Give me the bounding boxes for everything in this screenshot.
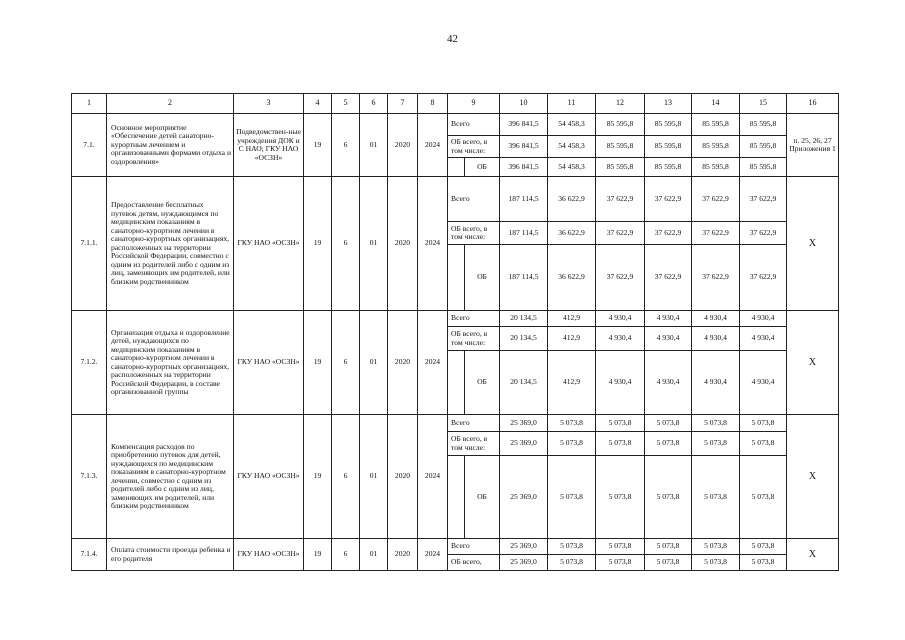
amount-cell: 85 595,8 xyxy=(692,136,740,158)
amount-cell: 5 073,8 xyxy=(596,539,645,555)
indent-spacer-cell xyxy=(448,158,465,177)
amount-cell: 4 930,4 xyxy=(596,351,645,415)
amount-cell: 396 841,5 xyxy=(500,136,548,158)
start-year-cell: 2020 xyxy=(388,114,418,177)
header-row xyxy=(72,94,839,114)
amount-cell: 37 622,9 xyxy=(596,245,645,311)
code-cell: 6 xyxy=(332,415,360,539)
end-year-cell: 2024 xyxy=(418,114,448,177)
amount-cell: 5 073,8 xyxy=(740,415,787,432)
code-cell: 6 xyxy=(332,539,360,571)
amount-cell: 5 073,8 xyxy=(548,415,596,432)
amount-cell: 4 930,4 xyxy=(740,327,787,351)
amount-cell: 36 622,9 xyxy=(548,177,596,222)
amount-cell: 5 073,8 xyxy=(740,539,787,555)
funding-source-cell: ОБ xyxy=(465,158,500,177)
table-row xyxy=(72,114,839,136)
funding-source-cell: ОБ xyxy=(465,245,500,311)
amount-cell: 5 073,8 xyxy=(692,415,740,432)
end-year-cell: 2024 xyxy=(418,311,448,415)
amount-cell: 36 622,9 xyxy=(548,245,596,311)
item-description-cell: Компенсация расходов по приобретению путевок для детей, нуждающихся по медицинским показаниям в санаторно-курортном лечении, совместно с одним из родителей либо с одним из лиц, заменяющих им родителей, или близким родственником xyxy=(107,415,234,539)
header-cell: 6 xyxy=(360,94,388,114)
item-number-cell: 7.1.4. xyxy=(72,539,107,571)
amount-cell: 4 930,4 xyxy=(692,327,740,351)
amount-cell: 54 458,3 xyxy=(548,136,596,158)
item-number-cell: 7.1. xyxy=(72,114,107,177)
code-cell: 01 xyxy=(360,539,388,571)
amount-cell: 4 930,4 xyxy=(645,311,692,327)
amount-cell: 85 595,8 xyxy=(740,158,787,177)
executor-cell: ГКУ НАО «ОСЗН» xyxy=(234,415,304,539)
amount-cell: 5 073,8 xyxy=(596,415,645,432)
funding-source-cell: ОБ xyxy=(465,351,500,415)
executor-cell: ГКУ НАО «ОСЗН» xyxy=(234,311,304,415)
amount-cell: 85 595,8 xyxy=(596,136,645,158)
header-cell: 2 xyxy=(107,94,234,114)
header-cell: 4 xyxy=(304,94,332,114)
funding-source-cell: ОБ xyxy=(465,456,500,539)
amount-cell: 396 841,5 xyxy=(500,114,548,136)
header-cell: 12 xyxy=(596,94,645,114)
funding-source-cell: ОБ всего, в том числе: xyxy=(448,222,500,245)
funding-source-cell: ОБ всего, в том числе: xyxy=(448,136,500,158)
amount-cell: 4 930,4 xyxy=(645,351,692,415)
header-cell: 7 xyxy=(388,94,418,114)
note-cell: X xyxy=(787,415,839,539)
amount-cell: 396 841,5 xyxy=(500,158,548,177)
amount-cell: 37 622,9 xyxy=(692,222,740,245)
header-cell: 14 xyxy=(692,94,740,114)
end-year-cell: 2024 xyxy=(418,539,448,571)
header-cell: 16 xyxy=(787,94,839,114)
header-cell: 11 xyxy=(548,94,596,114)
start-year-cell: 2020 xyxy=(388,177,418,311)
funding-source-cell: ОБ всего, xyxy=(448,555,500,571)
start-year-cell: 2020 xyxy=(388,539,418,571)
code-cell: 01 xyxy=(360,311,388,415)
amount-cell: 5 073,8 xyxy=(645,539,692,555)
amount-cell: 5 073,8 xyxy=(596,555,645,571)
amount-cell: 37 622,9 xyxy=(596,222,645,245)
amount-cell: 37 622,9 xyxy=(596,177,645,222)
table-body xyxy=(72,94,839,571)
amount-cell: 37 622,9 xyxy=(692,245,740,311)
code-cell: 01 xyxy=(360,177,388,311)
amount-cell: 37 622,9 xyxy=(740,222,787,245)
page-number: 42 xyxy=(447,33,458,45)
header-cell: 9 xyxy=(448,94,500,114)
item-description-cell: Оплата стоимости проезда ребенка и его родителя xyxy=(107,539,234,571)
note-cell: X xyxy=(787,539,839,571)
amount-cell: 187 114,5 xyxy=(500,245,548,311)
header-cell: 8 xyxy=(418,94,448,114)
amount-cell: 5 073,8 xyxy=(596,456,645,539)
amount-cell: 25 369,0 xyxy=(500,432,548,456)
amount-cell: 37 622,9 xyxy=(740,245,787,311)
code-cell: 6 xyxy=(332,114,360,177)
amount-cell: 85 595,8 xyxy=(645,136,692,158)
amount-cell: 20 134,5 xyxy=(500,311,548,327)
item-number-cell: 7.1.1. xyxy=(72,177,107,311)
header-cell: 3 xyxy=(234,94,304,114)
amount-cell: 37 622,9 xyxy=(645,177,692,222)
amount-cell: 5 073,8 xyxy=(740,456,787,539)
amount-cell: 5 073,8 xyxy=(692,539,740,555)
code-cell: 01 xyxy=(360,114,388,177)
amount-cell: 5 073,8 xyxy=(645,555,692,571)
budget-table xyxy=(71,93,839,571)
indent-spacer-cell xyxy=(448,351,465,415)
item-number-cell: 7.1.3. xyxy=(72,415,107,539)
code-cell: 6 xyxy=(332,177,360,311)
amount-cell: 85 595,8 xyxy=(645,114,692,136)
note-cell: X xyxy=(787,177,839,311)
code-cell: 19 xyxy=(304,539,332,571)
start-year-cell: 2020 xyxy=(388,415,418,539)
amount-cell: 187 114,5 xyxy=(500,177,548,222)
amount-cell: 4 930,4 xyxy=(740,311,787,327)
funding-source-cell: Всего xyxy=(448,539,500,555)
amount-cell: 5 073,8 xyxy=(740,432,787,456)
amount-cell: 4 930,4 xyxy=(692,311,740,327)
amount-cell: 85 595,8 xyxy=(692,114,740,136)
amount-cell: 5 073,8 xyxy=(548,432,596,456)
amount-cell: 25 369,0 xyxy=(500,456,548,539)
amount-cell: 4 930,4 xyxy=(692,351,740,415)
amount-cell: 85 595,8 xyxy=(740,114,787,136)
code-cell: 19 xyxy=(304,114,332,177)
amount-cell: 36 622,9 xyxy=(548,222,596,245)
funding-source-cell: Всего xyxy=(448,177,500,222)
amount-cell: 5 073,8 xyxy=(740,555,787,571)
amount-cell: 37 622,9 xyxy=(740,177,787,222)
item-description-cell: Организация отдыха и оздоровление детей, нуждающихся по медицинским показаниям в санаторно-курортном лечении в санаторно-курортных организациях, расположенных на территории Российской Федерации, в составе организованной группы xyxy=(107,311,234,415)
amount-cell: 412,9 xyxy=(548,327,596,351)
table-row xyxy=(72,415,839,432)
amount-cell: 85 595,8 xyxy=(692,158,740,177)
note-cell: X xyxy=(787,311,839,415)
header-cell: 10 xyxy=(500,94,548,114)
amount-cell: 37 622,9 xyxy=(645,245,692,311)
amount-cell: 5 073,8 xyxy=(548,555,596,571)
amount-cell: 4 930,4 xyxy=(740,351,787,415)
table-row xyxy=(72,177,839,222)
amount-cell: 5 073,8 xyxy=(596,432,645,456)
amount-cell: 20 134,5 xyxy=(500,327,548,351)
amount-cell: 85 595,8 xyxy=(596,114,645,136)
funding-source-cell: Всего xyxy=(448,415,500,432)
executor-cell: ГКУ НАО «ОСЗН» xyxy=(234,539,304,571)
end-year-cell: 2024 xyxy=(418,415,448,539)
amount-cell: 85 595,8 xyxy=(596,158,645,177)
amount-cell: 37 622,9 xyxy=(692,177,740,222)
amount-cell: 54 458,3 xyxy=(548,114,596,136)
amount-cell: 20 134,5 xyxy=(500,351,548,415)
end-year-cell: 2024 xyxy=(418,177,448,311)
item-description-cell: Предоставление бесплатных путевок детям, нуждающимся по медицинским показаниям в санаторно-курортном лечении в санаторно-курортных организациях, расположенных на территории Российской Федерации, совместно с одним из родителей либо с одним из лиц, заменяющих им родителей, или близким родственником xyxy=(107,177,234,311)
amount-cell: 37 622,9 xyxy=(645,222,692,245)
header-cell: 5 xyxy=(332,94,360,114)
start-year-cell: 2020 xyxy=(388,311,418,415)
header-cell: 1 xyxy=(72,94,107,114)
amount-cell: 25 369,0 xyxy=(500,415,548,432)
item-number-cell: 7.1.2. xyxy=(72,311,107,415)
code-cell: 19 xyxy=(304,415,332,539)
code-cell: 19 xyxy=(304,177,332,311)
item-description-cell: Основное мероприятие «Обеспечение детей санаторно-курортным лечением и организованными формами отдыха и оздоровления» xyxy=(107,114,234,177)
header-cell: 15 xyxy=(740,94,787,114)
amount-cell: 5 073,8 xyxy=(692,555,740,571)
table-row xyxy=(72,311,839,327)
amount-cell: 25 369,0 xyxy=(500,539,548,555)
amount-cell: 412,9 xyxy=(548,351,596,415)
funding-source-cell: ОБ всего, в том числе: xyxy=(448,327,500,351)
indent-spacer-cell xyxy=(448,456,465,539)
amount-cell: 5 073,8 xyxy=(692,456,740,539)
note-cell: п. 25, 26, 27 Приложения 1 xyxy=(787,114,839,177)
amount-cell: 412,9 xyxy=(548,311,596,327)
amount-cell: 187 114,5 xyxy=(500,222,548,245)
amount-cell: 54 458,3 xyxy=(548,158,596,177)
executor-cell: Подведомствен-ные учреждения ДОК и С НАО; ГКУ НАО «ОСЗН» xyxy=(234,114,304,177)
code-cell: 19 xyxy=(304,311,332,415)
amount-cell: 5 073,8 xyxy=(645,432,692,456)
code-cell: 01 xyxy=(360,415,388,539)
amount-cell: 4 930,4 xyxy=(645,327,692,351)
executor-cell: ГКУ НАО «ОСЗН» xyxy=(234,177,304,311)
amount-cell: 4 930,4 xyxy=(596,327,645,351)
funding-source-cell: Всего xyxy=(448,311,500,327)
funding-source-cell: ОБ всего, в том числе: xyxy=(448,432,500,456)
header-cell: 13 xyxy=(645,94,692,114)
indent-spacer-cell xyxy=(448,245,465,311)
amount-cell: 5 073,8 xyxy=(548,539,596,555)
amount-cell: 5 073,8 xyxy=(645,456,692,539)
amount-cell: 85 595,8 xyxy=(740,136,787,158)
code-cell: 6 xyxy=(332,311,360,415)
amount-cell: 85 595,8 xyxy=(645,158,692,177)
table-row xyxy=(72,539,839,555)
amount-cell: 5 073,8 xyxy=(548,456,596,539)
amount-cell: 4 930,4 xyxy=(596,311,645,327)
amount-cell: 5 073,8 xyxy=(692,432,740,456)
amount-cell: 5 073,8 xyxy=(645,415,692,432)
funding-source-cell: Всего xyxy=(448,114,500,136)
amount-cell: 25 369,0 xyxy=(500,555,548,571)
